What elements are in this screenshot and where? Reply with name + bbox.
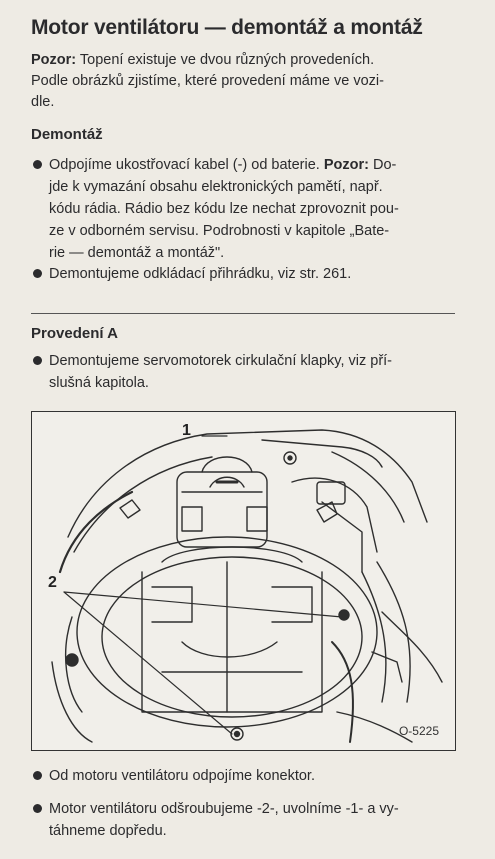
unscrew-line-2: táhneme dopředu. [49, 823, 167, 839]
intro-line-2: Podle obrázků zjistíme, které provedení máme ve vozi- [31, 73, 384, 89]
glovebox-text: Demontujeme odkládací přihrádku, viz str. 261. [49, 266, 352, 282]
intro-line-3: dle. [31, 94, 55, 110]
unscrew-line-1: Motor ventilátoru odšroubujeme -2-, uvolníme -1- a vy- [49, 801, 399, 817]
callout-2: 2 [48, 574, 57, 591]
page-title: Motor ventilátoru — demontáž a montáž [31, 16, 423, 39]
intro-paragraph [31, 50, 461, 113]
bullet-dot [33, 356, 42, 365]
section-divider [31, 313, 455, 314]
bullet-dot [33, 269, 42, 278]
battery-line-5: rie — demontáž a montáž". [49, 245, 225, 261]
battery-line-3: kódu rádia. Rádio bez kódu lze nechat zprovoznit pou- [49, 201, 399, 217]
battery-line-4: ze v odborném servisu. Podrobnosti v kapitole „Bate- [49, 223, 390, 239]
servomotor-line-1: Demontujeme servomotorek cirkulační klapky, viz pří- [49, 353, 393, 369]
intro-warning-label: Pozor: [31, 52, 77, 68]
intro-line-1: Topení existuje ve dvou různých provedeních. [79, 52, 375, 68]
bullet-dot [33, 771, 42, 780]
figure-code: O-5225 [398, 724, 439, 738]
bullet-dot [33, 160, 42, 169]
connector-text: Od motoru ventilátoru odpojíme konektor. [49, 768, 315, 784]
battery-warning-label: Pozor: [323, 157, 369, 173]
servomotor-line-2: slušná kapitola. [49, 375, 149, 391]
bullet-dot [33, 804, 42, 813]
blower-motor-figure [31, 411, 456, 751]
battery-line-1-start: Odpojíme ukostřovací kabel (-) od baterie. [49, 157, 324, 173]
battery-line-2: jde k vymazání obsahu elektronických pamětí, např. [49, 179, 383, 195]
callout-1: 1 [182, 422, 191, 439]
section-heading-provedeni-a: Provedení A [31, 325, 118, 342]
battery-line-1-end: Do- [368, 157, 397, 173]
blower-motor-drawing [32, 412, 457, 752]
section-heading-demontaz: Demontáž [31, 126, 103, 143]
